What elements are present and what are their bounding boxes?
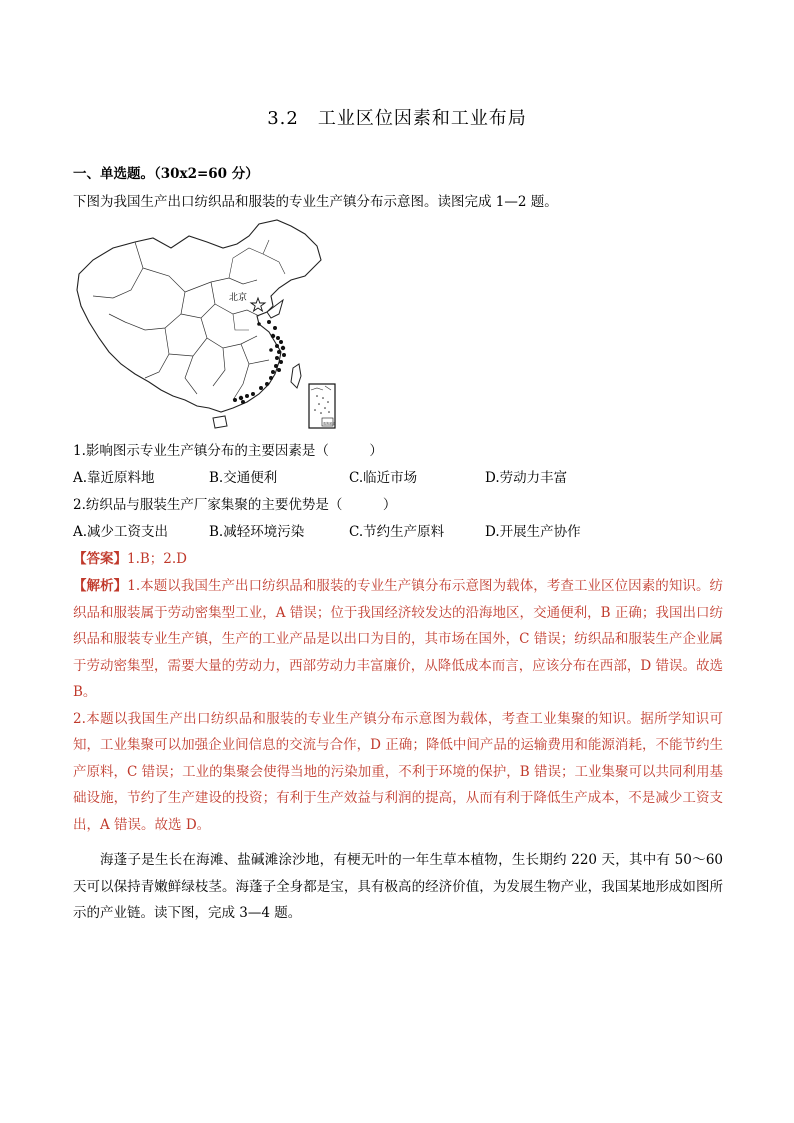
- q1-option-c: C.临近市场: [349, 470, 418, 486]
- question-1-options: [73, 468, 723, 488]
- beijing-label: 北京: [229, 293, 248, 303]
- analysis-paragraph-1: [73, 573, 723, 706]
- question-intro: 下图为我国生产出口纺织品和服装的专业生产镇分布示意图。读图完成 1—2 题。: [73, 194, 558, 210]
- china-map-svg: [73, 218, 338, 432]
- passage-2: 海蓬子是生长在海滩、盐碱滩涂沙地，有梗无叶的一年生草本植物，生长期约 220 天，其中有 50～60 天可以保持青嫩鲜绿枝茎。海蓬子全身都是宝，具有极高的经济价值，为发展生物产业，我国某地形成如图所示的产业链。读下图，完成 3—4 题。: [73, 852, 723, 921]
- answer-tag: 【答案】: [73, 551, 127, 567]
- answer-text: 1.B；2.D: [127, 551, 188, 567]
- q2-option-b: B.减轻环境污染: [209, 524, 305, 540]
- beijing-star-icon: [251, 298, 265, 311]
- analysis-block: [73, 573, 723, 838]
- q1-option-b: B.交通便利: [209, 470, 278, 486]
- answer-line: [73, 549, 187, 569]
- section-heading: 一、单选题。（30x2=60 分）: [73, 166, 259, 182]
- analysis-text-1: 1.本题以我国生产出口纺织品和服装的专业生产镇分布示意图为载体，考查工业区位因素的知识。纺织品和服装属于劳动密集型工业，A 错误；位于我国经济较发达的沿海地区，交通便利，B 正确；我国出口纺织品和服装专业生产镇，生产的工业产品是以出口为目的，其市场在国外，C 错误；纺织品和服装生产企业属于劳动密集型，需要大量的劳动力，西部劳动力丰富廉价，从降低成本而言，应该分布在西部，D 错误。故选 B。: [73, 578, 724, 700]
- q2-option-c: C.节约生产原料: [349, 524, 445, 540]
- q1-option-d: D.劳动力丰富: [485, 470, 568, 486]
- q2-option-d: D.开展生产协作: [485, 524, 581, 540]
- inset-label: 南海诸岛: [323, 421, 336, 426]
- south-china-sea-inset: [309, 384, 335, 428]
- question-1-stem: 1.影响图示专业生产镇分布的主要因素是（ ）: [73, 443, 383, 459]
- question-2-stem: 2.纺织品与服装生产厂家集聚的主要优势是（ ）: [73, 497, 397, 513]
- china-map-figure: [73, 218, 338, 432]
- question-2-options: [73, 522, 723, 542]
- page-title: 3.2 工业区位因素和工业布局: [267, 108, 527, 129]
- taiwan-island: [291, 364, 301, 388]
- analysis-tag: 【解析】: [73, 578, 128, 594]
- q2-option-a: A.减少工资支出: [73, 524, 169, 540]
- hainan-island: [213, 416, 227, 428]
- q1-option-a: A.靠近原料地: [73, 470, 155, 486]
- analysis-paragraph-2: 2.本题以我国生产出口纺织品和服装的专业生产镇分布示意图为载体，考查工业集聚的知识。据所学知识可知，工业集聚可以加强企业间信息的交流与合作，D 正确；降低中间产品的运输费用和能源消耗，不能节约生产原料，C 错误；工业的集聚会使得当地的污染加重，不利于环境的保护，B 错误；工业集聚可以共同利用基础设施，节约了生产建设的投资；有利于生产效益与利润的提高，从而有利于降低生产成本，不是减少工资支出，A 错误。故选 D。: [73, 710, 723, 833]
